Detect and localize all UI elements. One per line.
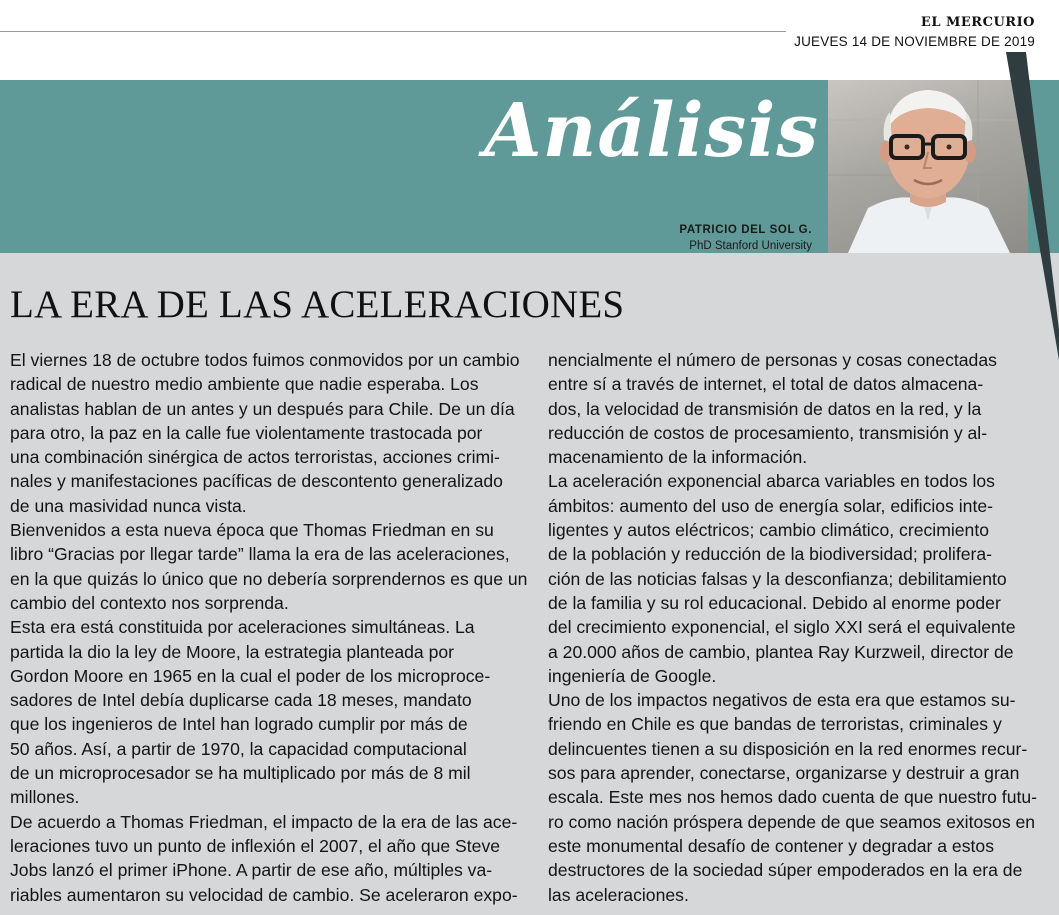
text-line: La aceleración exponencial abarca variables en todos los [548,471,995,492]
text-line: Bienvenidos a esta nueva época que Thomas Friedman en su [10,520,494,541]
newspaper-name: EL MERCURIO [920,15,1035,30]
text-line: una combinación sinérgica de actos terroristas, acciones crimi- [10,447,500,468]
text-line: Gordon Moore en 1965 en la cual el poder de los microproce- [10,665,491,686]
text-line: 50 años. Así, a partir de 1970, la capacidad computacional [10,738,467,759]
article-paragraph [10,615,525,809]
text-line: para otro, la paz en la calle fue violentamente trastocada por [10,422,483,443]
text-line: ámbitos: aumento del uso de energía solar, edificios inte- [548,495,993,516]
text-line: De acuerdo a Thomas Friedman, el impacto de la era de las ace- [10,811,518,832]
text-line: de un microprocesador se ha multiplicado por más de 8 mil [10,763,471,784]
text-line: nencialmente el número de personas y cosas conectadas [548,350,997,370]
text-line: cambio del contexto nos sorprenda. [10,592,289,613]
author-name: PATRICIO DEL SOL G. [679,224,812,236]
text-line: nales y manifestaciones pacíficas de descontento generalizado [10,471,503,492]
text-line: en la que quizás lo único que no debería sorprendernos es que un [10,568,528,589]
text-line: radical de nuestro medio ambiente que nadie esperaba. Los [10,374,479,395]
article-column-left [10,348,528,907]
text-line: las aceleraciones. [548,884,689,905]
text-line: sos para aprender, conectarse, organizarse y destruir a gran [548,763,1020,784]
article-headline: LA ERA DE LAS ACELERACIONES [10,283,625,326]
text-line: Uno de los impactos negativos de esta era que estamos su- [548,690,1016,711]
text-line: leraciones tuvo un punto de inflexión el 2007, el año que Steve [10,835,501,856]
article-paragraph [10,810,525,907]
text-line: este monumental desafío de contener y degradar a estos [548,835,994,856]
text-line: escala. Este mes nos hemos dado cuenta de que nuestro futu- [548,787,1038,808]
text-line: sadores de Intel debía duplicarse cada 18 meses, mandato [10,690,472,711]
text-line: destructores de la sociedad súper empoderados en la era de [548,860,1023,881]
article-paragraph [10,348,525,518]
text-line: del crecimiento exponencial, el siglo XXI será el equivalente [548,617,1016,638]
section-title: Análisis [484,88,819,174]
text-line: millones. [10,787,80,808]
text-line: de la familia y su rol educacional. Debido al enorme poder [548,592,1001,613]
text-line: entre sí a través de internet, el total de datos almacena- [548,374,984,395]
author-credential: PhD Stanford University [689,240,812,252]
masthead-rule [0,31,786,32]
text-line: riables aumentaron su velocidad de cambio. Se aceleraron expo- [10,884,518,905]
text-line: analistas hablan de un antes y un después para Chile. De un día [10,398,515,419]
text-line: Jobs lanzó el primer iPhone. A partir de ese año, múltiples va- [10,860,493,881]
text-line: ro como nación próspera depende de que seamos exitosos en [548,811,1036,832]
text-line: a 20.000 años de cambio, plantea Ray Kurzweil, director de [548,641,1014,662]
text-line: que los ingenieros de Intel han logrado cumplir por más de [10,714,468,735]
article-paragraph [548,469,1046,688]
article-paragraph [548,688,1046,907]
text-line: de una masividad nunca vista. [10,495,247,516]
text-line: ingeniería de Google. [548,665,717,686]
article-column-right [548,348,1046,907]
text-line: friendo en Chile es que bandas de terroristas, criminales y [548,714,1002,735]
article-paragraph [548,348,1046,469]
text-line: delincuentes tienen a su disposición en la red enormes recur- [548,738,1028,759]
text-line: Esta era está constituida por aceleraciones simultáneas. La [10,617,475,638]
text-line: ligentes y autos eléctricos; cambio climático, crecimiento [548,520,989,541]
text-line: libro “Gracias por llegar tarde” llama la era de las aceleraciones, [10,544,510,565]
text-line: macenamiento de la información. [548,447,808,468]
text-line: ción de las noticias falsas y la desconfianza; debilitamiento [548,568,1007,589]
text-line: de la población y reducción de la biodiversidad; prolifera- [548,544,993,565]
publication-date: JUEVES 14 DE NOVIEMBRE DE 2019 [794,34,1035,49]
text-line: dos, la velocidad de transmisión de datos en la red, y la [548,398,982,419]
text-line: El viernes 18 de octubre todos fuimos conmovidos por un cambio [10,350,520,370]
text-line: partida la dio la ley de Moore, la estrategia planteada por [10,641,455,662]
article-paragraph [10,518,528,615]
author-photo [828,80,1028,253]
masthead [0,0,1059,80]
text-line: reducción de costos de procesamiento, transmisión y al- [548,422,988,443]
